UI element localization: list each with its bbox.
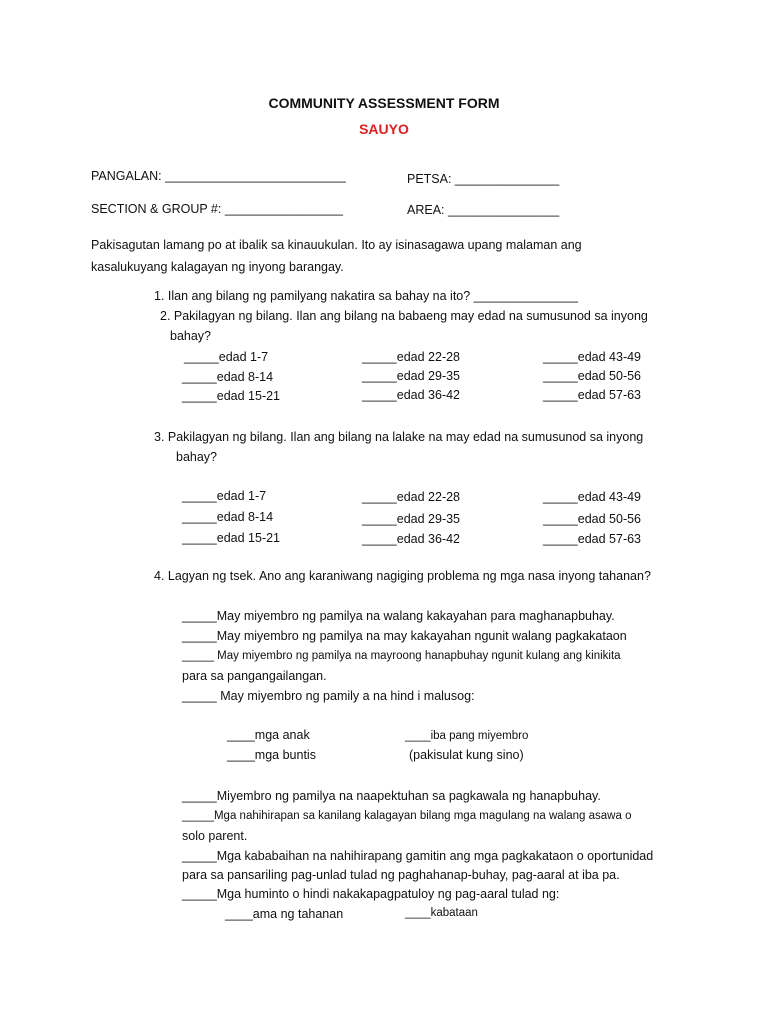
q2-age-field[interactable]: _____edad 15-21 bbox=[182, 389, 281, 403]
q4-option[interactable]: _____May miyembro ng pamilya na walang kakayahan para maghanapbuhay. bbox=[182, 609, 615, 623]
q3-age-field[interactable]: _____edad 1-7 bbox=[182, 489, 267, 503]
question-2-line-1: 2. Pakilagyan ng bilang. Ilan ang bilang na babaeng may edad na sumusunod sa inyong bbox=[160, 309, 648, 323]
q4-option[interactable]: _____Mga huminto o hindi nakakapagpatuloy ng pag-aaral tulad ng: bbox=[182, 887, 560, 901]
q3-age-field[interactable]: _____edad 57-63 bbox=[543, 532, 642, 546]
area-field[interactable]: AREA: ________________ bbox=[407, 203, 560, 217]
q2-age-field[interactable]: _____edad 50-56 bbox=[543, 369, 642, 383]
q3-age-field[interactable]: _____edad 15-21 bbox=[182, 531, 281, 545]
q3-age-field[interactable]: _____edad 43-49 bbox=[543, 490, 642, 504]
instructions-line-1: Pakisagutan lamang po at ibalik sa kinauukulan. Ito ay isinasagawa upang malaman ang bbox=[91, 238, 582, 252]
q4-sub-option[interactable]: ____mga anak bbox=[227, 728, 310, 742]
q3-age-field[interactable]: _____edad 29-35 bbox=[362, 512, 461, 526]
q4-sub-option[interactable]: ____mga buntis bbox=[227, 748, 316, 762]
q4-option[interactable]: _____Miyembro ng pamilya na naapektuhan sa pagkawala ng hanapbuhay. bbox=[182, 789, 601, 803]
q4-option-continuation: para sa pansariling pag-unlad tulad ng paghahanap-buhay, pag-aaral at iba pa. bbox=[182, 868, 620, 882]
q4-option[interactable]: _____Mga kababaihan na nahihirapang gamitin ang mga pagkakataon o oportunidad bbox=[182, 849, 654, 863]
form-title: COMMUNITY ASSESSMENT FORM bbox=[268, 95, 500, 111]
q2-age-field[interactable]: _____edad 1-7 bbox=[184, 350, 269, 364]
question-3-line-1: 3. Pakilagyan ng bilang. Ilan ang bilang na lalake na may edad na sumusunod sa inyong bbox=[154, 430, 644, 444]
form-subtitle: SAUYO bbox=[359, 121, 409, 137]
q4-option-continuation: solo parent. bbox=[182, 829, 248, 843]
q4-sub-note: (pakisulat kung sino) bbox=[409, 748, 524, 762]
q4-option[interactable]: _____May miyembro ng pamilya na may kakayahan ngunit walang pagkakataon bbox=[182, 629, 627, 643]
q4-option[interactable]: _____ May miyembro ng pamily a na hind i malusog: bbox=[182, 689, 475, 703]
q2-age-field[interactable]: _____edad 57-63 bbox=[543, 388, 642, 402]
q3-age-field[interactable]: _____edad 36-42 bbox=[362, 532, 461, 546]
question-4: 4. Lagyan ng tsek. Ano ang karaniwang nagiging problema ng mga nasa inyong tahanan? bbox=[154, 569, 651, 583]
q3-age-field[interactable]: _____edad 50-56 bbox=[543, 512, 642, 526]
q4-option[interactable]: _____Mga nahihirapan sa kanilang kalagayan bilang mga magulang na walang asawa o bbox=[182, 810, 632, 822]
question-1[interactable]: 1. Ilan ang bilang ng pamilyang nakatira sa bahay na ito? _______________ bbox=[154, 289, 578, 303]
petsa-field[interactable]: PETSA: _______________ bbox=[407, 172, 560, 186]
q2-age-field[interactable]: _____edad 36-42 bbox=[362, 388, 461, 402]
q4-sub-option[interactable]: ____ama ng tahanan bbox=[225, 907, 344, 921]
question-2-line-2: bahay? bbox=[170, 329, 212, 343]
q2-age-field[interactable]: _____edad 43-49 bbox=[543, 350, 642, 364]
section-group-field[interactable]: SECTION & GROUP #: _________________ bbox=[91, 202, 344, 216]
q2-age-field[interactable]: _____edad 22-28 bbox=[362, 350, 461, 364]
q4-option-continuation: para sa pangangailangan. bbox=[182, 669, 327, 683]
q4-sub-option[interactable]: ____kabataan bbox=[405, 907, 478, 919]
instructions-line-2: kasalukuyang kalagayan ng inyong barangay. bbox=[91, 260, 344, 274]
q4-sub-option[interactable]: ____iba pang miyembro bbox=[405, 730, 529, 742]
pangalan-field[interactable]: PANGALAN: __________________________ bbox=[91, 169, 346, 183]
question-3-line-2: bahay? bbox=[176, 450, 218, 464]
q3-age-field[interactable]: _____edad 8-14 bbox=[182, 510, 274, 524]
q2-age-field[interactable]: _____edad 8-14 bbox=[182, 370, 274, 384]
q4-option[interactable]: _____ May miyembro ng pamilya na mayroong hanapbuhay ngunit kulang ang kinikita bbox=[182, 650, 621, 662]
q2-age-field[interactable]: _____edad 29-35 bbox=[362, 369, 461, 383]
q3-age-field[interactable]: _____edad 22-28 bbox=[362, 490, 461, 504]
